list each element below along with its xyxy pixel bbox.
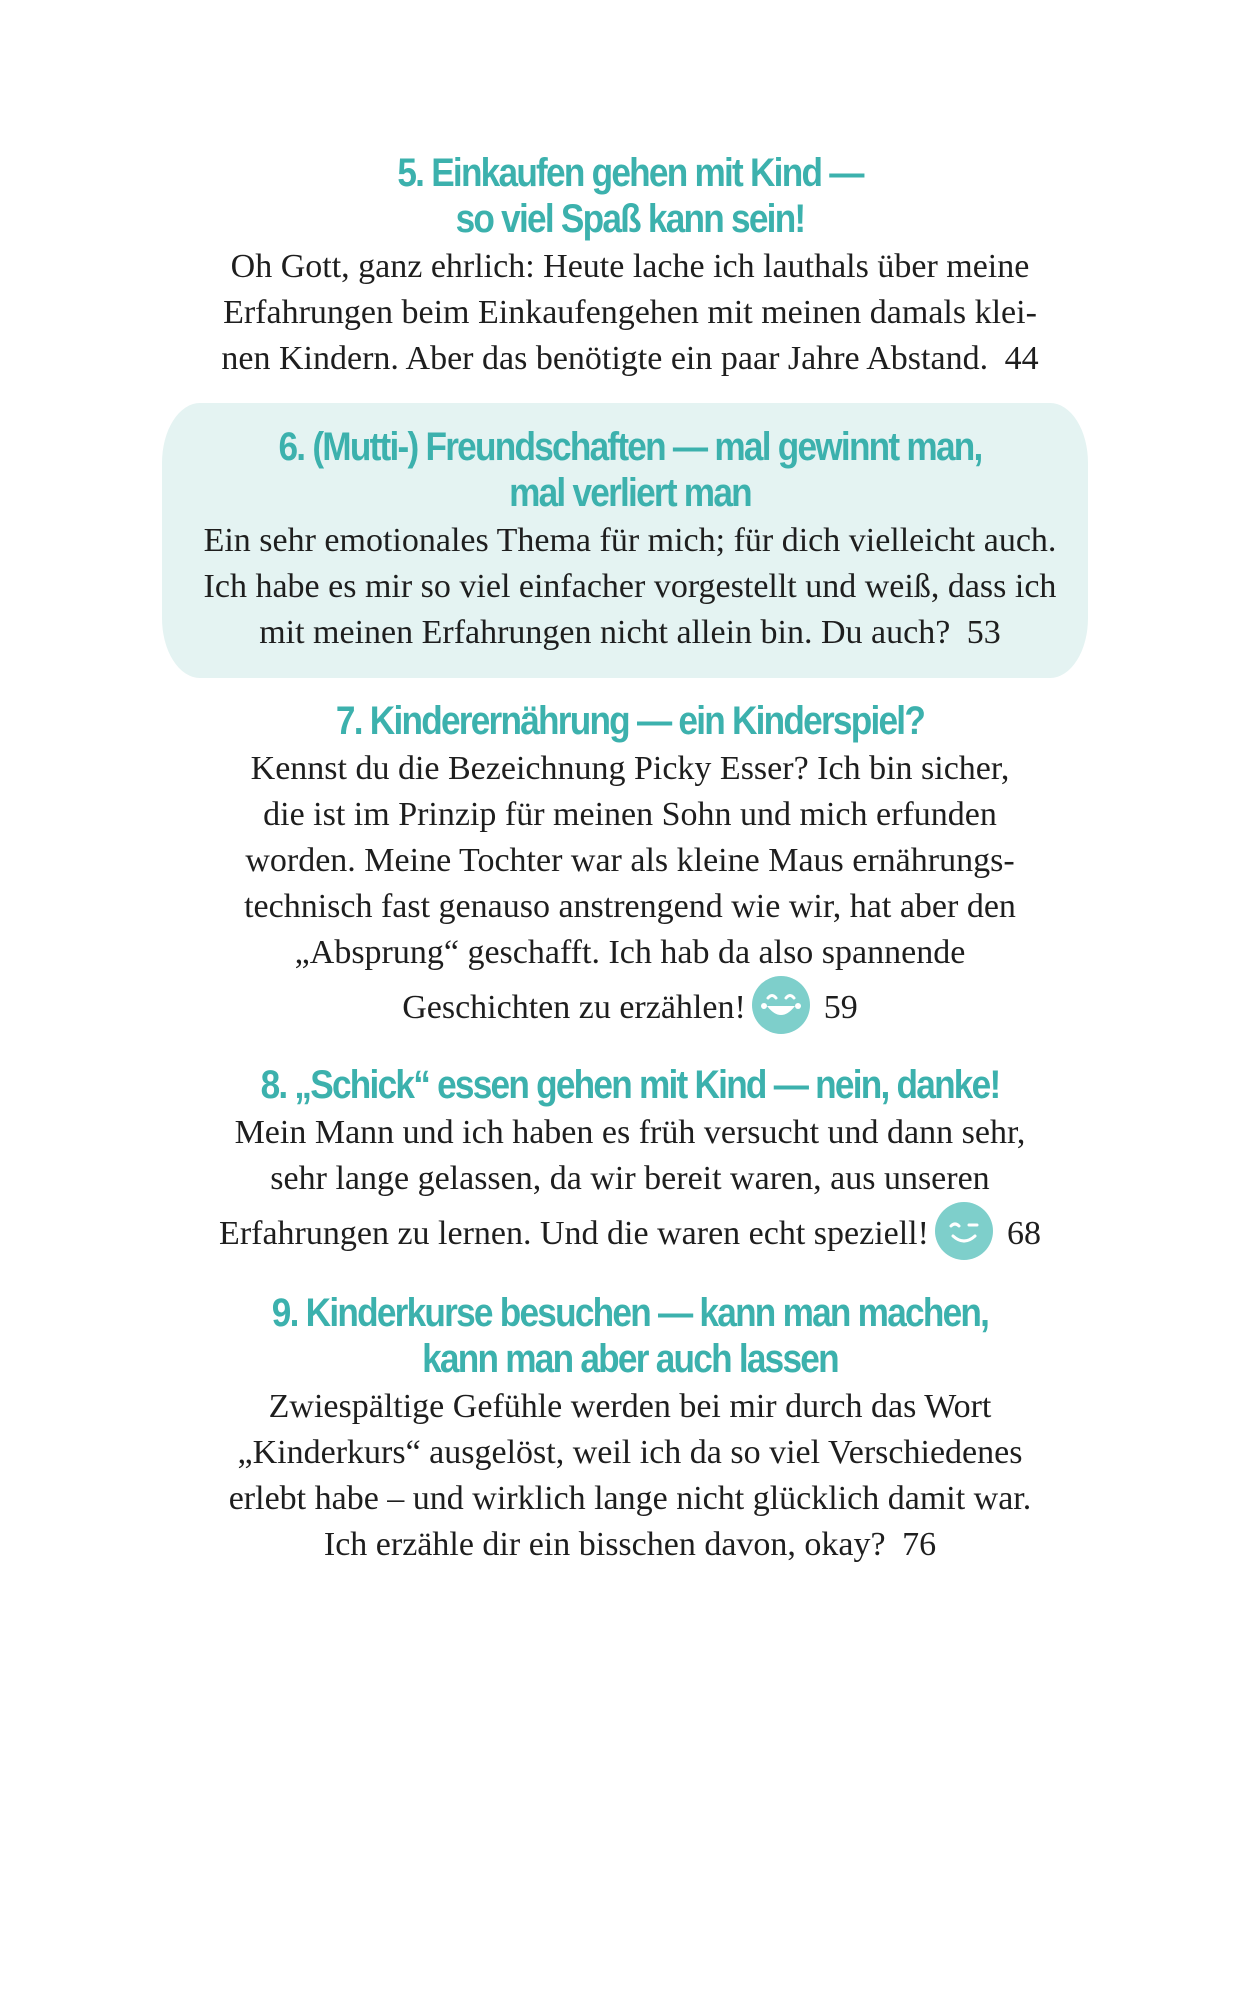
entry-title (225, 1290, 1035, 1382)
title-line: kann man aber auch lassen (422, 1337, 838, 1381)
page-number: 59 (823, 989, 858, 1026)
body-line: sehr lange gelassen, da wir bereit waren, aus unseren (270, 1160, 990, 1197)
entry-description (170, 746, 1090, 1034)
body-line (170, 1202, 1090, 1260)
toc-entry-7 (170, 698, 1090, 1034)
toc-entry-6 (170, 424, 1090, 656)
entry-title (225, 1062, 1035, 1108)
body-text: Erfahrungen zu lernen. Und die waren echt speziell! (219, 1215, 929, 1252)
entry-description (170, 1110, 1090, 1260)
entry-title (225, 150, 1035, 242)
page-number: 44 (1004, 340, 1039, 377)
title-line: mal verliert man (509, 471, 751, 515)
title-line: 6. (Mutti-) Freundschaften — mal gewinnt man, (278, 425, 982, 469)
body-line: die ist im Prinzip für meinen Sohn und mich erfunden (263, 796, 997, 833)
body-text: Ich erzähle dir ein bisschen davon, okay? (323, 1526, 886, 1563)
toc-entry-5 (170, 150, 1090, 382)
title-line: 8. „Schick“ essen gehen mit Kind — nein, danke! (260, 1063, 1000, 1107)
body-line: Ein sehr emotionales Thema für mich; für dich vielleicht auch. (203, 522, 1057, 559)
entry-description (170, 244, 1090, 382)
body-line: Zwiespältige Gefühle werden bei mir durch das Wort (268, 1388, 992, 1425)
page-number: 76 (902, 1526, 937, 1563)
toc-entry-9 (170, 1290, 1090, 1568)
body-line: „Kinderkurs“ ausgelöst, weil ich da so viel Verschiedenes (237, 1434, 1023, 1471)
entry-title (225, 424, 1035, 516)
body-line (170, 976, 1090, 1034)
body-line: Kennst du die Bezeichnung Picky Esser? Ich bin sicher, (250, 750, 1010, 787)
body-line: Erfahrungen beim Einkaufengehen mit meinen damals klei- (223, 294, 1037, 331)
entry-title (225, 698, 1035, 744)
title-line: so viel Spaß kann sein! (455, 197, 805, 241)
body-line (170, 1522, 1090, 1568)
entry-description (170, 518, 1090, 656)
title-line: 9. Kinderkurse besuchen — kann man machen, (271, 1291, 989, 1335)
entry-description (170, 1384, 1090, 1568)
body-line: Oh Gott, ganz ehrlich: Heute lache ich lauthals über meine (230, 248, 1030, 285)
toc-entry-8 (170, 1062, 1090, 1260)
title-line: 5. Einkaufen gehen mit Kind — (397, 151, 863, 195)
title-line: 7. Kinderernährung — ein Kinderspiel? (335, 699, 925, 743)
laughing-face-icon (752, 976, 810, 1034)
body-line: Ich habe es mir so viel einfacher vorgestellt und weiß, dass ich (203, 568, 1057, 605)
body-line: Mein Mann und ich haben es früh versucht und dann sehr, (234, 1114, 1026, 1151)
body-line: „Absprung“ geschafft. Ich hab da also spannende (294, 934, 966, 971)
body-text: mit meinen Erfahrungen nicht allein bin. Du auch? (259, 614, 951, 651)
body-text: nen Kindern. Aber das benötigte ein paar Jahre Abstand. (221, 340, 989, 377)
body-line: erlebt habe – und wirklich lange nicht glücklich damit war. (228, 1480, 1032, 1517)
body-line (170, 610, 1090, 656)
body-line (170, 336, 1090, 382)
page-number: 68 (1006, 1215, 1041, 1252)
winking-face-icon (935, 1202, 993, 1260)
body-line: worden. Meine Tochter war als kleine Maus ernährungs- (245, 842, 1015, 879)
body-text: Geschichten zu erzählen! (402, 989, 746, 1026)
page-number: 53 (966, 614, 1001, 651)
body-line: technisch fast genauso anstrengend wie wir, hat aber den (244, 888, 1016, 925)
